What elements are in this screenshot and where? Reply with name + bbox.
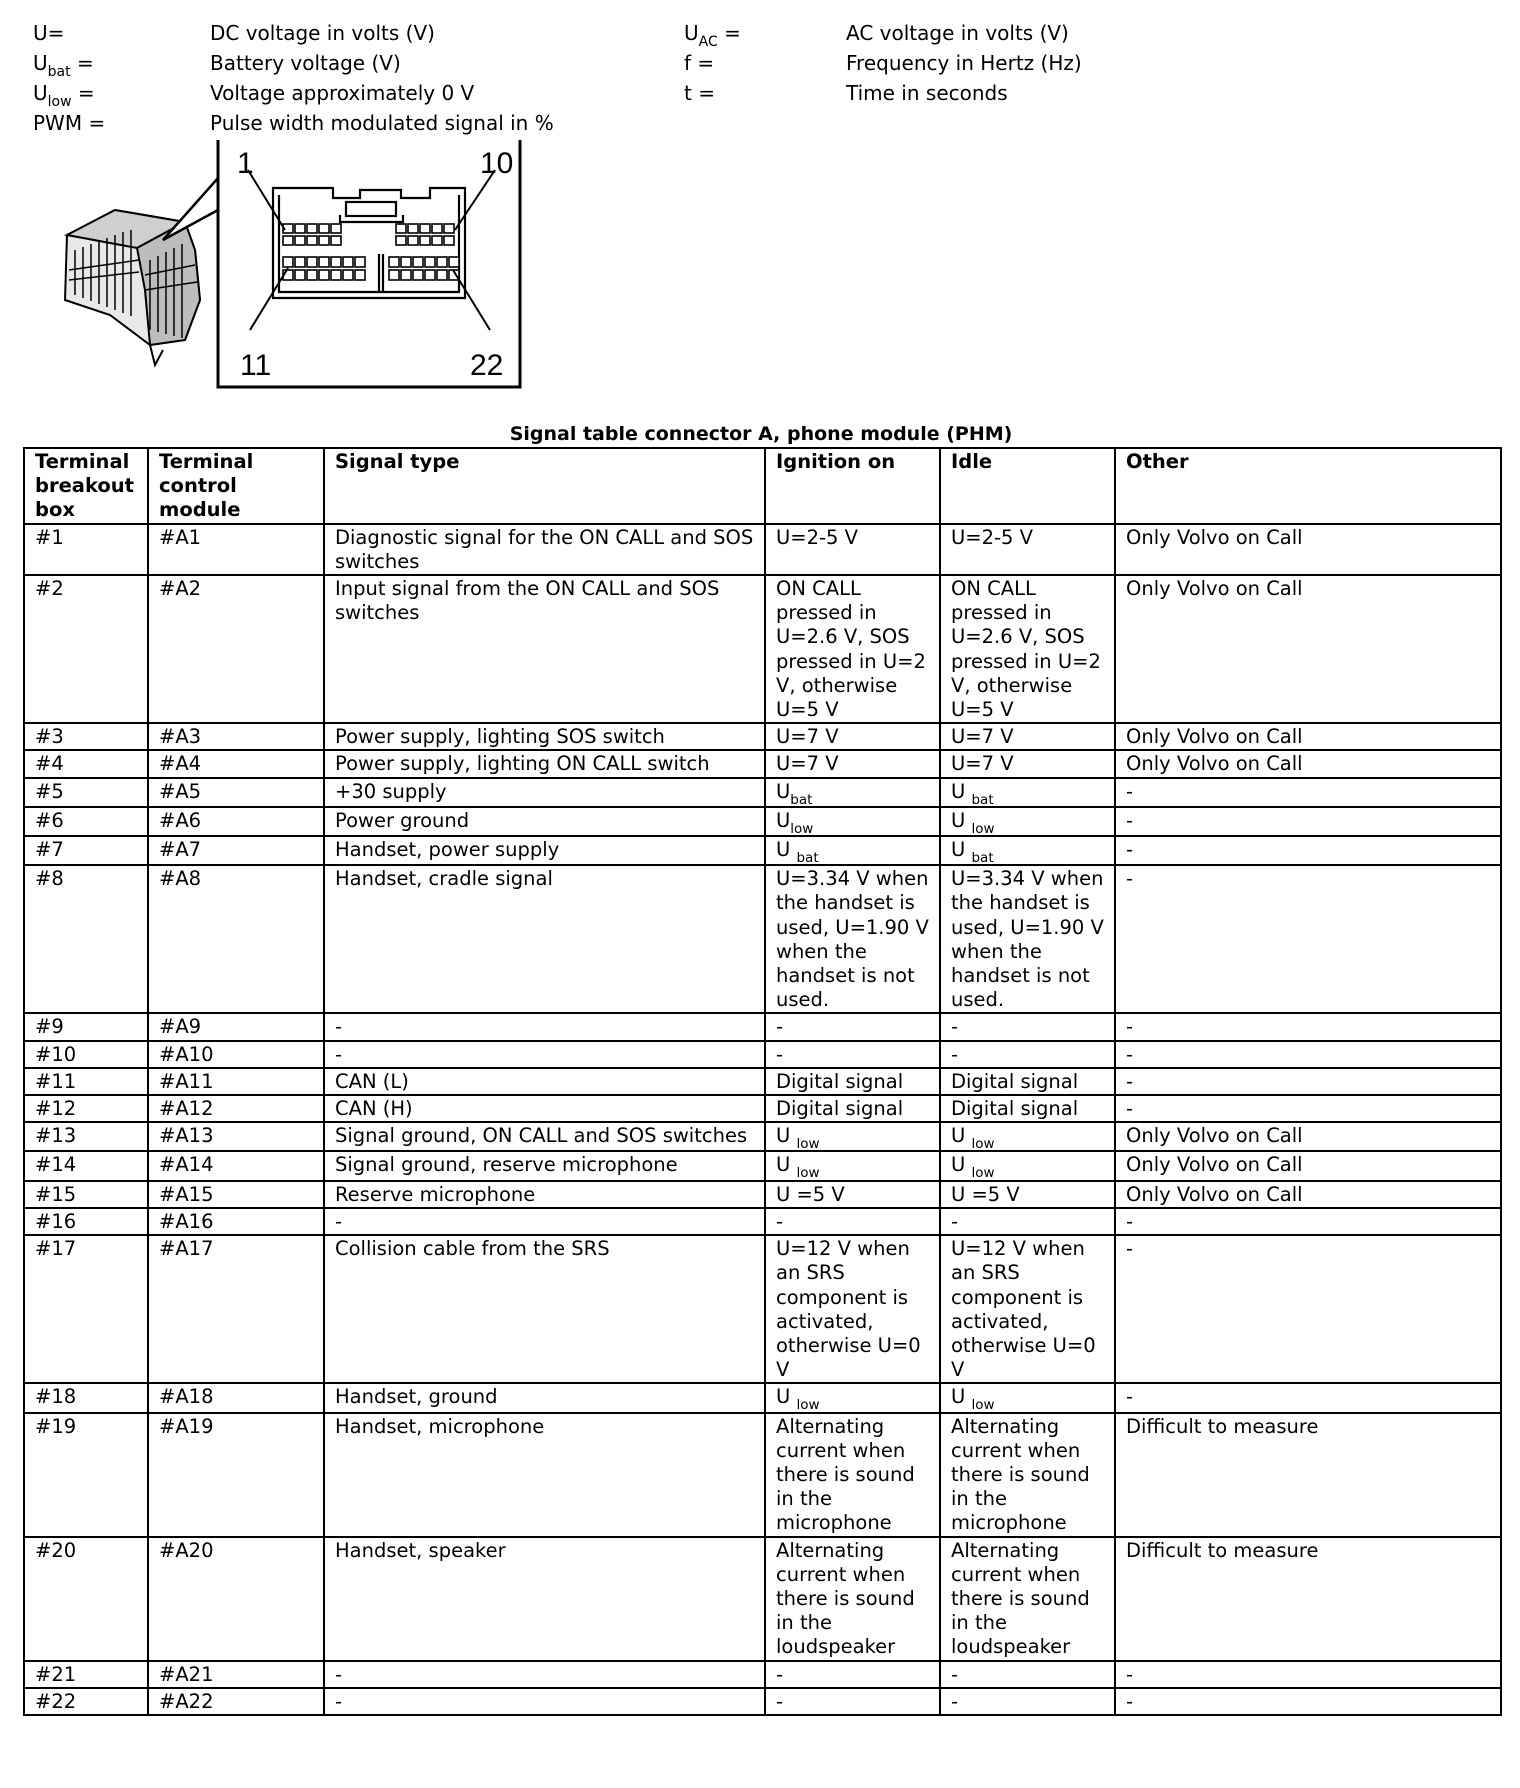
cell-idle: - xyxy=(940,1688,1115,1715)
cell-breakout: #22 xyxy=(24,1688,148,1715)
table-row xyxy=(24,1068,1501,1095)
table-row xyxy=(24,1151,1501,1180)
table-row xyxy=(24,1122,1501,1151)
cell-ignition: - xyxy=(765,1661,940,1688)
cell-control: #A20 xyxy=(148,1537,324,1661)
cell-idle: U $_{low}$ xyxy=(940,1383,1115,1412)
cell-breakout: #2 xyxy=(24,575,148,723)
cell-ignition: - xyxy=(765,1041,940,1068)
cell-control: #A13 xyxy=(148,1122,324,1151)
cell-other: - xyxy=(1115,1235,1501,1383)
cell-other: Only Volvo on Call xyxy=(1115,750,1501,777)
cell-breakout: #8 xyxy=(24,865,148,1013)
legend-symbol: $U_{bat}$ = xyxy=(33,51,94,80)
cell-ignition: Digital signal xyxy=(765,1095,940,1122)
cell-other: - xyxy=(1115,1095,1501,1122)
cell-signal: - xyxy=(324,1208,765,1235)
cell-idle: - xyxy=(940,1208,1115,1235)
cell-idle: U=7 V xyxy=(940,723,1115,750)
cell-idle: Digital signal xyxy=(940,1095,1115,1122)
cell-control: #A17 xyxy=(148,1235,324,1383)
cell-ignition: ON CALL pressed in U=2.6 V, SOS pressed in U=2 V, otherwise U=5 V xyxy=(765,575,940,723)
table-header-row xyxy=(24,448,1501,524)
cell-ignition: U $_{bat}$ xyxy=(765,836,940,865)
legend-symbol: U= xyxy=(33,21,65,45)
cell-ignition: U =5 V xyxy=(765,1181,940,1208)
cell-idle: U $_{low}$ xyxy=(940,807,1115,836)
cell-control: #A14 xyxy=(148,1151,324,1180)
cell-breakout: #10 xyxy=(24,1041,148,1068)
cell-ignition: U $_{low}$ xyxy=(765,1151,940,1180)
cell-idle: U=12 V when an SRS component is activated, otherwise U=0 V xyxy=(940,1235,1115,1383)
cell-control: #A10 xyxy=(148,1041,324,1068)
cell-signal: Diagnostic signal for the ON CALL and SOS switches xyxy=(324,524,765,575)
callout-wedge xyxy=(163,178,218,240)
cell-signal: - xyxy=(324,1041,765,1068)
table-row xyxy=(24,524,1501,575)
cell-ignition: $U_{bat}$ xyxy=(765,778,940,807)
table-row xyxy=(24,575,1501,723)
cell-other: Only Volvo on Call xyxy=(1115,524,1501,575)
cell-breakout: #7 xyxy=(24,836,148,865)
table-row xyxy=(24,865,1501,1013)
cell-ignition: - xyxy=(765,1013,940,1040)
cell-other: - xyxy=(1115,1661,1501,1688)
cell-breakout: #21 xyxy=(24,1661,148,1688)
cell-other: Difficult to measure xyxy=(1115,1537,1501,1661)
cell-ignition: U $_{low}$ xyxy=(765,1122,940,1151)
cell-idle: U $_{low}$ xyxy=(940,1122,1115,1151)
legend-symbol: $U_{low}$ = xyxy=(33,81,95,110)
table-row xyxy=(24,1688,1501,1715)
cell-control: #A18 xyxy=(148,1383,324,1412)
legend-description: Time in seconds xyxy=(846,81,1008,105)
cell-idle: U $_{bat}$ xyxy=(940,778,1115,807)
cell-idle: U=3.34 V when the handset is used, U=1.90 V when the handset is not used. xyxy=(940,865,1115,1013)
cell-idle: Alternating current when there is sound in the loudspeaker xyxy=(940,1537,1115,1661)
cell-ignition: U $_{low}$ xyxy=(765,1383,940,1412)
cell-signal: Handset, speaker xyxy=(324,1537,765,1661)
table-row xyxy=(24,1208,1501,1235)
cell-control: #A1 xyxy=(148,524,324,575)
cell-other: Only Volvo on Call xyxy=(1115,1181,1501,1208)
cell-other: - xyxy=(1115,1383,1501,1412)
cell-breakout: #1 xyxy=(24,524,148,575)
table-row xyxy=(24,778,1501,807)
cell-breakout: #17 xyxy=(24,1235,148,1383)
signal-table-body xyxy=(24,524,1501,1715)
table-row xyxy=(24,1181,1501,1208)
cell-control: #A4 xyxy=(148,750,324,777)
cell-signal: - xyxy=(324,1661,765,1688)
cell-signal: CAN (L) xyxy=(324,1068,765,1095)
table-row xyxy=(24,1235,1501,1383)
cell-breakout: #16 xyxy=(24,1208,148,1235)
cell-signal: Input signal from the ON CALL and SOS switches xyxy=(324,575,765,723)
cell-signal: Power ground xyxy=(324,807,765,836)
cell-signal: Handset, ground xyxy=(324,1383,765,1412)
legend-description: Frequency in Hertz (Hz) xyxy=(846,51,1082,75)
cell-ignition: Alternating current when there is sound in the microphone xyxy=(765,1413,940,1537)
legend-description: Pulse width modulated signal in % xyxy=(210,111,554,135)
cell-idle: U=2-5 V xyxy=(940,524,1115,575)
cell-breakout: #5 xyxy=(24,778,148,807)
cell-breakout: #12 xyxy=(24,1095,148,1122)
cell-other: - xyxy=(1115,1068,1501,1095)
cell-ignition: U=12 V when an SRS component is activated, otherwise U=0 V xyxy=(765,1235,940,1383)
legend-description: Voltage approximately 0 V xyxy=(210,81,475,105)
table-row xyxy=(24,750,1501,777)
cell-control: #A19 xyxy=(148,1413,324,1537)
cell-control: #A9 xyxy=(148,1013,324,1040)
cell-ignition: U=7 V xyxy=(765,750,940,777)
cell-idle: U $_{low}$ xyxy=(940,1151,1115,1180)
connector-diagram xyxy=(55,140,610,400)
cell-control: #A15 xyxy=(148,1181,324,1208)
cell-breakout: #18 xyxy=(24,1383,148,1412)
table-row xyxy=(24,1383,1501,1412)
cell-idle: Alternating current when there is sound in the microphone xyxy=(940,1413,1115,1537)
pin-label-1: 1 xyxy=(237,147,254,180)
cell-control: #A16 xyxy=(148,1208,324,1235)
table-row xyxy=(24,836,1501,865)
cell-idle: ON CALL pressed in U=2.6 V, SOS pressed in U=2 V, otherwise U=5 V xyxy=(940,575,1115,723)
cell-control: #A8 xyxy=(148,865,324,1013)
legend-symbol: t = xyxy=(684,81,715,105)
header-signal-type: Signal type xyxy=(324,448,765,524)
cell-signal: Handset, cradle signal xyxy=(324,865,765,1013)
cell-ignition: - xyxy=(765,1688,940,1715)
table-row xyxy=(24,1041,1501,1068)
table-row xyxy=(24,1413,1501,1537)
pin-label-10: 10 xyxy=(480,147,514,180)
header-terminal-control: Terminal control module xyxy=(148,448,324,524)
cell-other: - xyxy=(1115,836,1501,865)
cell-control: #A6 xyxy=(148,807,324,836)
cell-ignition: U=7 V xyxy=(765,723,940,750)
cell-breakout: #9 xyxy=(24,1013,148,1040)
cell-other: Only Volvo on Call xyxy=(1115,1122,1501,1151)
cell-breakout: #19 xyxy=(24,1413,148,1537)
table-row xyxy=(24,1537,1501,1661)
cell-signal: Reserve microphone xyxy=(324,1181,765,1208)
cell-ignition: U=3.34 V when the handset is used, U=1.90 V when the handset is not used. xyxy=(765,865,940,1013)
cell-idle: Digital signal xyxy=(940,1068,1115,1095)
cell-idle: U =5 V xyxy=(940,1181,1115,1208)
table-title: Signal table connector A, phone module (PHM) xyxy=(509,423,1013,445)
cell-other: - xyxy=(1115,807,1501,836)
legend-description: Battery voltage (V) xyxy=(210,51,401,75)
table-row xyxy=(24,1095,1501,1122)
cell-idle: - xyxy=(940,1041,1115,1068)
connector-3d-icon xyxy=(65,210,200,365)
cell-other: Difficult to measure xyxy=(1115,1413,1501,1537)
legend-description: DC voltage in volts (V) xyxy=(210,21,435,45)
cell-signal: Signal ground, reserve microphone xyxy=(324,1151,765,1180)
legend-symbol: f = xyxy=(684,51,715,75)
cell-signal: - xyxy=(324,1688,765,1715)
cell-other: - xyxy=(1115,1041,1501,1068)
cell-other: Only Volvo on Call xyxy=(1115,575,1501,723)
cell-other: - xyxy=(1115,1208,1501,1235)
legend-symbol: $U_{AC}$ = xyxy=(684,21,741,50)
cell-other: - xyxy=(1115,1013,1501,1040)
cell-other: Only Volvo on Call xyxy=(1115,723,1501,750)
cell-breakout: #20 xyxy=(24,1537,148,1661)
cell-signal: Handset, power supply xyxy=(324,836,765,865)
cell-signal: Power supply, lighting SOS switch xyxy=(324,723,765,750)
header-ignition-on: Ignition on xyxy=(765,448,940,524)
connector-figure xyxy=(55,140,610,400)
cell-ignition: $U_{low}$ xyxy=(765,807,940,836)
cell-signal: Handset, microphone xyxy=(324,1413,765,1537)
cell-ignition: U=2-5 V xyxy=(765,524,940,575)
cell-signal: CAN (H) xyxy=(324,1095,765,1122)
cell-control: #A3 xyxy=(148,723,324,750)
cell-other: - xyxy=(1115,865,1501,1013)
cell-breakout: #14 xyxy=(24,1151,148,1180)
cell-control: #A7 xyxy=(148,836,324,865)
header-other: Other xyxy=(1115,448,1501,524)
cell-breakout: #4 xyxy=(24,750,148,777)
cell-ignition: Alternating current when there is sound in the loudspeaker xyxy=(765,1537,940,1661)
cell-control: #A21 xyxy=(148,1661,324,1688)
table-row xyxy=(24,1661,1501,1688)
cell-control: #A12 xyxy=(148,1095,324,1122)
cell-idle: U=7 V xyxy=(940,750,1115,777)
pin-label-22: 22 xyxy=(470,349,504,382)
cell-idle: - xyxy=(940,1661,1115,1688)
legend-symbol: PWM = xyxy=(33,111,106,135)
cell-other: - xyxy=(1115,1688,1501,1715)
header-terminal-breakout: Terminal breakout box xyxy=(24,448,148,524)
signal-table xyxy=(23,447,1502,1716)
cell-breakout: #3 xyxy=(24,723,148,750)
cell-idle: - xyxy=(940,1013,1115,1040)
cell-breakout: #11 xyxy=(24,1068,148,1095)
cell-signal: +30 supply xyxy=(324,778,765,807)
cell-breakout: #15 xyxy=(24,1181,148,1208)
cell-breakout: #6 xyxy=(24,807,148,836)
cell-signal: - xyxy=(324,1013,765,1040)
cell-other: Only Volvo on Call xyxy=(1115,1151,1501,1180)
cell-ignition: Digital signal xyxy=(765,1068,940,1095)
table-row xyxy=(24,1013,1501,1040)
table-row xyxy=(24,807,1501,836)
header-idle: Idle xyxy=(940,448,1115,524)
legend-description: AC voltage in volts (V) xyxy=(846,21,1069,45)
cell-other: - xyxy=(1115,778,1501,807)
pin-label-11: 11 xyxy=(240,349,272,382)
cell-control: #A22 xyxy=(148,1688,324,1715)
cell-breakout: #13 xyxy=(24,1122,148,1151)
table-row xyxy=(24,723,1501,750)
cell-signal: Signal ground, ON CALL and SOS switches xyxy=(324,1122,765,1151)
cell-signal: Collision cable from the SRS xyxy=(324,1235,765,1383)
cell-idle: U $_{bat}$ xyxy=(940,836,1115,865)
cell-control: #A2 xyxy=(148,575,324,723)
cell-control: #A5 xyxy=(148,778,324,807)
cell-signal: Power supply, lighting ON CALL switch xyxy=(324,750,765,777)
cell-ignition: - xyxy=(765,1208,940,1235)
cell-control: #A11 xyxy=(148,1068,324,1095)
